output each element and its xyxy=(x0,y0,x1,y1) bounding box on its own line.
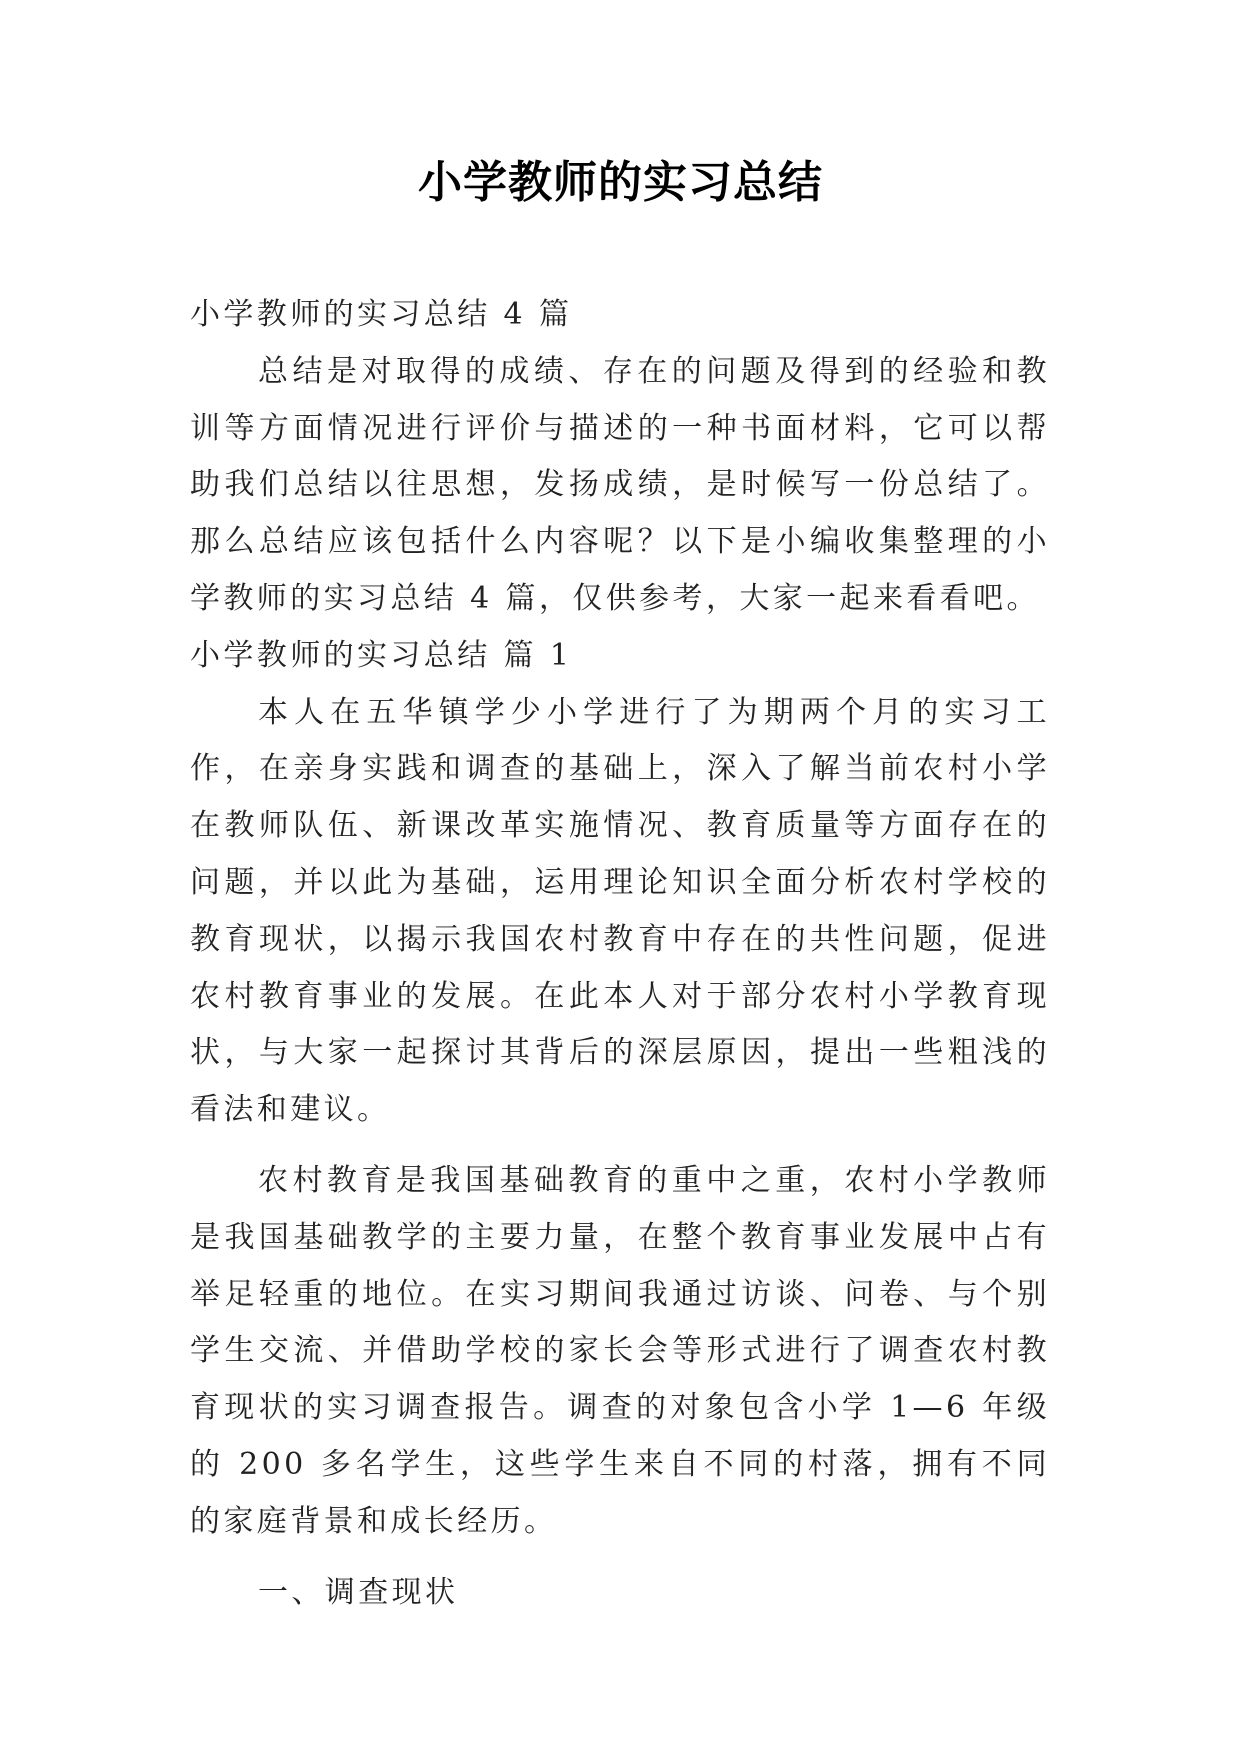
document-title: 小学教师的实习总结 xyxy=(418,157,823,208)
intro-paragraph: 总结是对取得的成绩、存在的问题及得到的经验和教训等方面情况进行评价与描述的一种书面材料，它可以帮助我们总结以往思想，发扬成绩，是时候写一份总结了。那么总结应该包括什么内容呢？以下是小编收集整理的小学教师的实习总结 4 篇，仅供参考，大家一起来看看吧。 xyxy=(190,353,1050,616)
section-heading: 一、调查现状 xyxy=(258,1574,459,1610)
document-subtitle: 小学教师的实习总结 4 篇 xyxy=(190,297,573,332)
document-body xyxy=(190,287,1050,1621)
body-paragraph-1: 本人在五华镇学少小学进行了为期两个月的实习工作，在亲身实践和调查的基础上，深入了解当前农村小学在教师队伍、新课改革实施情况、教育质量等方面存在的问题，并以此为基础，运用理论知识全面分析农村学校的教育现状，以揭示我国农村教育中存在的共性问题，促进农村教育事业的发展。在此本人对于部分农村小学教育现状，与大家一起探讨其背后的深层原因，提出一些粗浅的看法和建议。 xyxy=(190,694,1050,1128)
body-paragraph-2: 农村教育是我国基础教育的重中之重，农村小学教师是我国基础教学的主要力量，在整个教育事业发展中占有举足轻重的地位。在实习期间我通过访谈、问卷、与个别学生交流、并借助学校的家长会等形式进行了调查农村教育现状的实习调查报告。调查的对象包含小学 1—6 年级的 200 多名学生，这些学生来自不同的村落，拥有不同的家庭背景和成长经历。 xyxy=(190,1162,1050,1539)
part-heading: 小学教师的实习总结 篇 1 xyxy=(190,637,573,673)
